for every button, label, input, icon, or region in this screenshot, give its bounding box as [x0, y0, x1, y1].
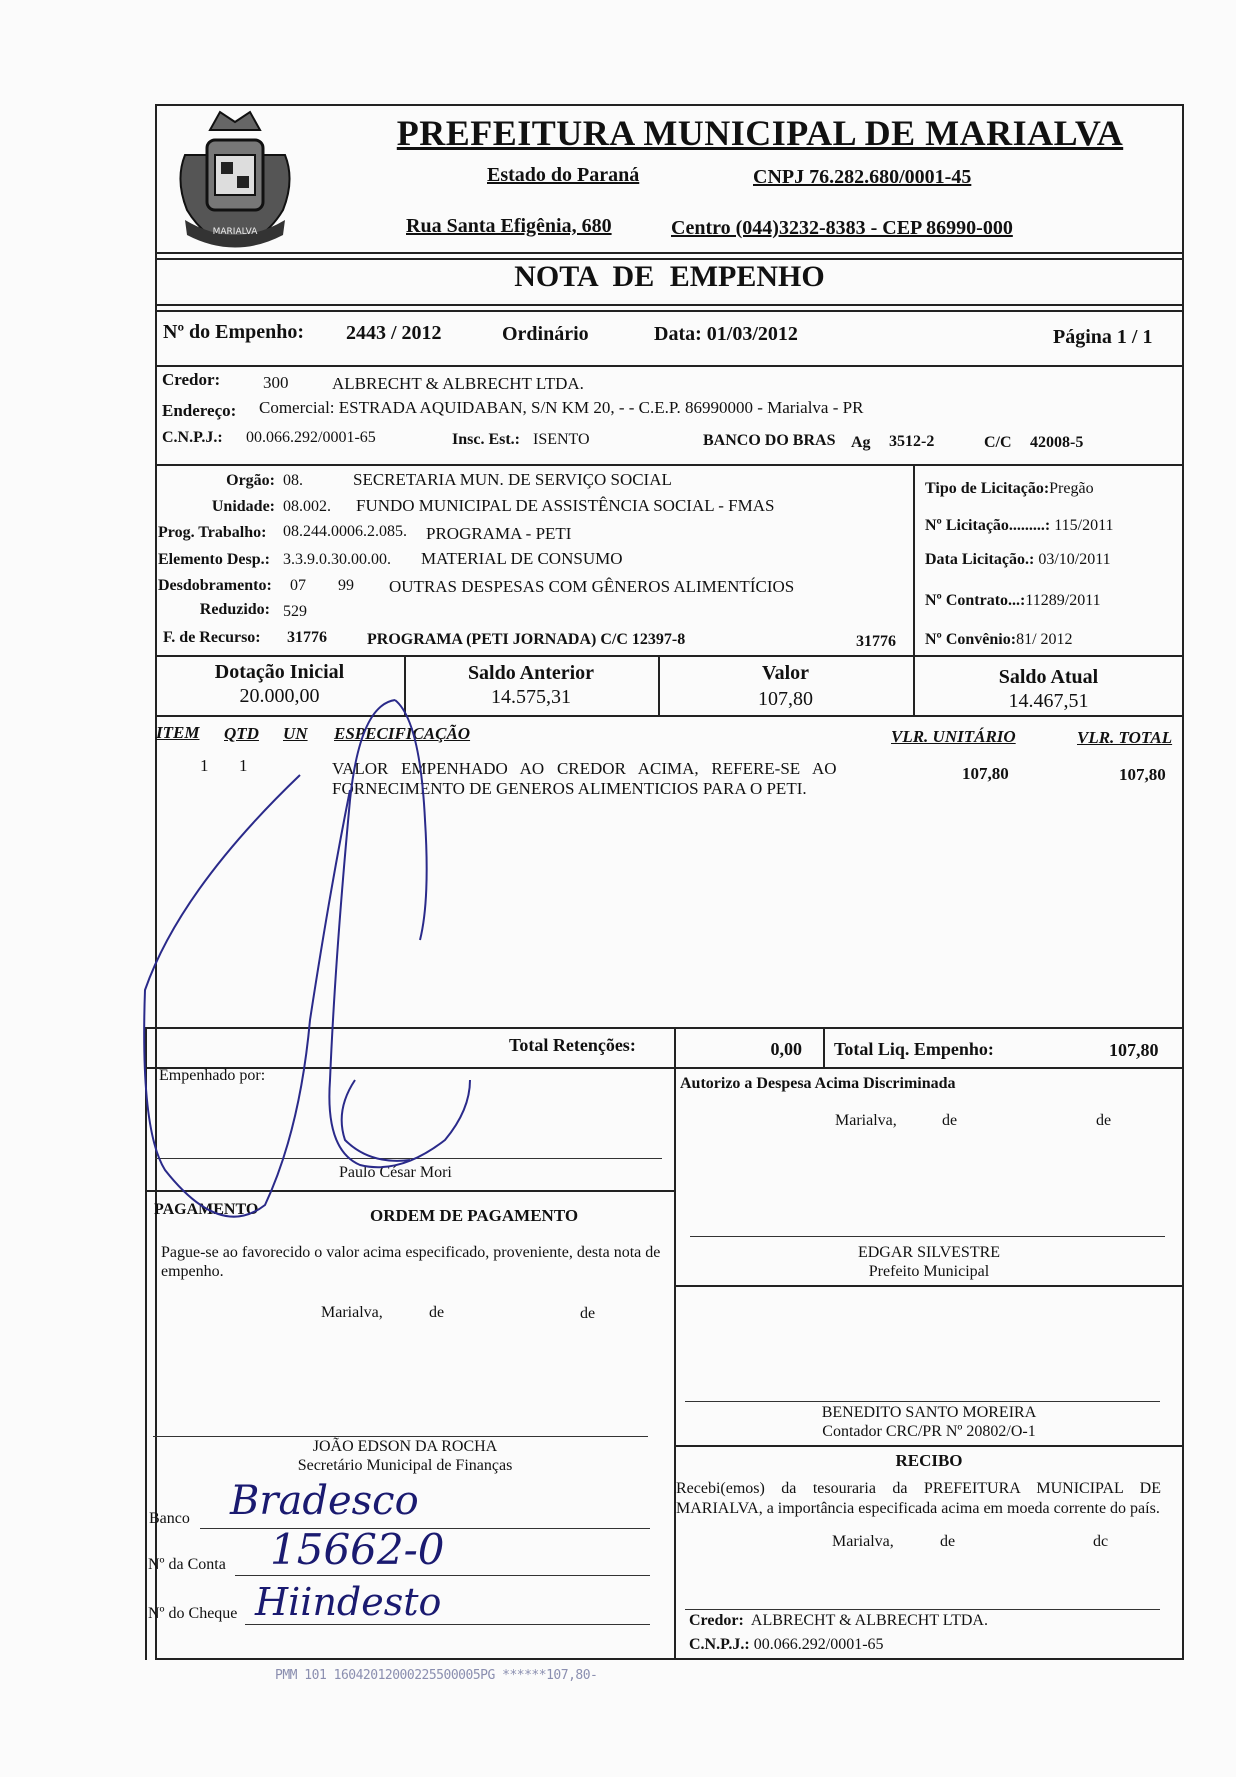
state-label: Estado do Paraná — [487, 164, 640, 186]
ordem-de2: de — [580, 1305, 596, 1322]
orgao-label: Orgão: — [226, 472, 275, 489]
recibo-text: Recebi(emos) da tesouraria da PREFEITURA MUNICIPAL DE MARIALVA, a importância especificada acima em moeda corrente do país. — [676, 1480, 1161, 1517]
banco-value: BANCO DO BRAS — [703, 432, 836, 449]
orgao-code: 08. — [283, 472, 303, 489]
desdob-code1: 07 — [290, 577, 306, 594]
col-qtd: QTD — [224, 724, 259, 743]
retencoes-label: Total Retenções: — [509, 1035, 636, 1055]
prefeito-name: EDGAR SILVESTRE — [857, 1244, 1001, 1261]
col-total: VLR. TOTAL — [1077, 728, 1173, 747]
cheque-label: Nº do Cheque — [148, 1605, 238, 1622]
prog-code: 08.244.0006.2.085. — [283, 523, 407, 540]
prog-value: PROGRAMA - PETI — [426, 524, 572, 543]
data-licitacao-value: 03/10/2011 — [1038, 551, 1111, 568]
recibo-cnpj-value: 00.066.292/0001-65 — [753, 1636, 884, 1653]
convenio-label: Nº Convênio: — [925, 631, 1017, 648]
item-desc-line2: FORNECIMENTO DE GENEROS ALIMENTICIOS PARA O PETI. — [332, 779, 807, 798]
recurso-code2: 31776 — [856, 633, 896, 650]
recibo-de1: de — [940, 1533, 956, 1550]
col-unit: VLR. UNITÁRIO — [891, 727, 1016, 746]
valor-label: Valor — [761, 662, 810, 684]
item-desc-line1: VALOR EMPENHADO AO CREDOR ACIMA, REFERE-SE AO — [332, 759, 837, 778]
unidade-label: Unidade: — [211, 498, 275, 515]
cc-label: C/C — [984, 434, 1012, 451]
recurso-label: F. de Recurso: — [163, 629, 261, 646]
insc-label: Insc. Est.: — [452, 431, 521, 448]
col-item: ITEM — [156, 723, 200, 742]
footer-code: PMM 101 16042012000225500005PG ******107,80- — [275, 1668, 598, 1683]
prog-label: Prog. Trabalho: — [158, 524, 267, 541]
prefeito-role: Prefeito Municipal — [868, 1263, 990, 1280]
endereco-label: Endereço: — [162, 401, 237, 420]
conta-label: Nº da Conta — [148, 1556, 226, 1573]
cnpj-credor-label: C.N.P.J.: — [162, 429, 223, 446]
saldo-atual-value: 14.467,51 — [1008, 690, 1089, 712]
cc-value: 42008-5 — [1030, 434, 1084, 451]
valor-value: 107,80 — [758, 688, 813, 710]
page-number: Página 1 / 1 — [1053, 326, 1153, 348]
ordem-title: ORDEM DE PAGAMENTO — [370, 1206, 579, 1225]
cheque-handwriting: Hiindesto — [255, 1580, 442, 1624]
recibo-cnpj-label: C.N.P.J.: — [689, 1636, 750, 1653]
item-qtd: 1 — [239, 756, 248, 775]
liquido-value: 107,80 — [1109, 1040, 1159, 1060]
agencia-label: Ag — [851, 434, 871, 451]
autorizo-title: Autorizo a Despesa Acima Discriminada — [680, 1075, 956, 1092]
contact-label: Centro (044)3232-8383 - CEP 86990-000 — [671, 217, 1013, 239]
agencia-value: 3512-2 — [889, 433, 935, 450]
data-licitacao-label: Data Licitação.: — [925, 551, 1035, 568]
ordem-text: Pague-se ao favorecido o valor acima especificado, proveniente, desta nota de empenho. — [161, 1244, 661, 1280]
orgao-value: SECRETARIA MUN. DE SERVIÇO SOCIAL — [353, 470, 672, 489]
endereco-value: Comercial: ESTRADA AQUIDABAN, S/N KM 20, - - C.E.P. 86990000 - Marialva - PR — [259, 398, 864, 417]
credor-label: Credor: — [162, 370, 221, 389]
item-unit-price: 107,80 — [962, 764, 1009, 783]
col-un: UN — [283, 724, 308, 743]
autorizo-de1: de — [942, 1112, 958, 1129]
secretario-name: JOÃO EDSON DA ROCHA — [312, 1438, 498, 1455]
tipo-licitacao-label: Tipo de Licitação: — [925, 480, 1050, 497]
saldo-anterior-label: Saldo Anterior — [467, 662, 595, 684]
numero-licitacao-label: Nº Licitação.........: — [925, 517, 1051, 534]
elemento-code: 3.3.9.0.30.00.00. — [283, 551, 391, 568]
empenho-type: Ordinário — [502, 323, 589, 345]
unidade-code: 08.002. — [283, 498, 331, 515]
autorizo-de2: de — [1096, 1112, 1112, 1129]
credor-code: 300 — [263, 373, 289, 392]
numero-licitacao-value: 115/2011 — [1054, 517, 1114, 534]
empenhado-name: Paulo César Mori — [339, 1164, 452, 1181]
recibo-city: Marialva, — [832, 1533, 894, 1550]
credor-name: ALBRECHT & ALBRECHT LTDA. — [332, 374, 584, 393]
col-espec: ESPECIFICAÇÃO — [334, 724, 471, 743]
ordem-city: Marialva, — [321, 1304, 383, 1321]
elemento-label: Elemento Desp.: — [158, 551, 270, 568]
desdob-label: Desdobramento: — [158, 577, 272, 594]
unidade-value: FUNDO MUNICIPAL DE ASSISTÊNCIA SOCIAL - FMAS — [356, 496, 775, 515]
empenho-number: 2443 / 2012 — [346, 322, 442, 344]
item-total: 107,80 — [1119, 765, 1166, 784]
recibo-title: RECIBO — [895, 1451, 963, 1470]
cnpj-credor-value: 00.066.292/0001-65 — [246, 429, 376, 446]
page-title: PREFEITURA MUNICIPAL DE MARIALVA — [396, 113, 1124, 153]
item-number: 1 — [200, 756, 209, 775]
recurso-code: 31776 — [287, 629, 327, 646]
tipo-licitacao-value: Pregão — [1049, 480, 1094, 497]
liquido-label: Total Liq. Empenho: — [834, 1039, 994, 1059]
reduzido-value: 529 — [283, 603, 307, 620]
elemento-value: MATERIAL DE CONSUMO — [421, 549, 623, 568]
cnpj-label: CNPJ 76.282.680/0001-45 — [753, 166, 972, 188]
banco-label: Banco — [149, 1510, 190, 1527]
contrato-label: Nº Contrato...: — [925, 592, 1026, 609]
reduzido-label: Reduzido: — [199, 601, 270, 618]
conta-handwriting: 15662-0 — [270, 1525, 445, 1574]
desdob-code2: 99 — [338, 577, 354, 594]
pagamento-stamp: PAGAMENTO — [154, 1201, 259, 1218]
saldo-anterior-value: 14.575,31 — [491, 686, 571, 708]
contador-role: Contador CRC/PR Nº 20802/O-1 — [822, 1423, 1036, 1440]
autorizo-city: Marialva, — [835, 1112, 897, 1129]
dotacao-label: Dotação Inicial — [214, 661, 345, 683]
recibo-credor-value: ALBRECHT & ALBRECHT LTDA. — [750, 1612, 988, 1629]
saldo-atual-label: Saldo Atual — [998, 666, 1099, 688]
recurso-value: PROGRAMA (PETI JORNADA) C/C 12397-8 — [367, 631, 686, 648]
empenho-label: Nº do Empenho: — [163, 321, 305, 343]
ordem-de1: de — [429, 1304, 445, 1321]
recibo-de2: dc — [1093, 1533, 1109, 1550]
coat-of-arms-text: MARIALVA — [212, 227, 258, 237]
secretario-role: Secretário Municipal de Finanças — [297, 1457, 513, 1474]
desdob-value: OUTRAS DESPESAS COM GÊNEROS ALIMENTÍCIOS — [389, 577, 795, 596]
dotacao-value: 20.000,00 — [239, 685, 320, 707]
document-title: NOTA DE EMPENHO — [514, 260, 825, 293]
contador-name: BENEDITO SANTO MOREIRA — [821, 1404, 1037, 1421]
convenio-value: 81/ 2012 — [1016, 631, 1073, 648]
banco-handwriting: Bradesco — [230, 1478, 419, 1524]
empenhado-label: Empenhado por: — [159, 1067, 266, 1084]
recibo-credor-label: Credor: — [689, 1612, 744, 1629]
insc-value: ISENTO — [533, 431, 590, 448]
retencoes-value: 0,00 — [770, 1039, 802, 1059]
address-label: Rua Santa Efigênia, 680 — [406, 215, 612, 237]
empenho-date: Data: 01/03/2012 — [654, 323, 798, 345]
contrato-value: 11289/2011 — [1025, 592, 1101, 609]
